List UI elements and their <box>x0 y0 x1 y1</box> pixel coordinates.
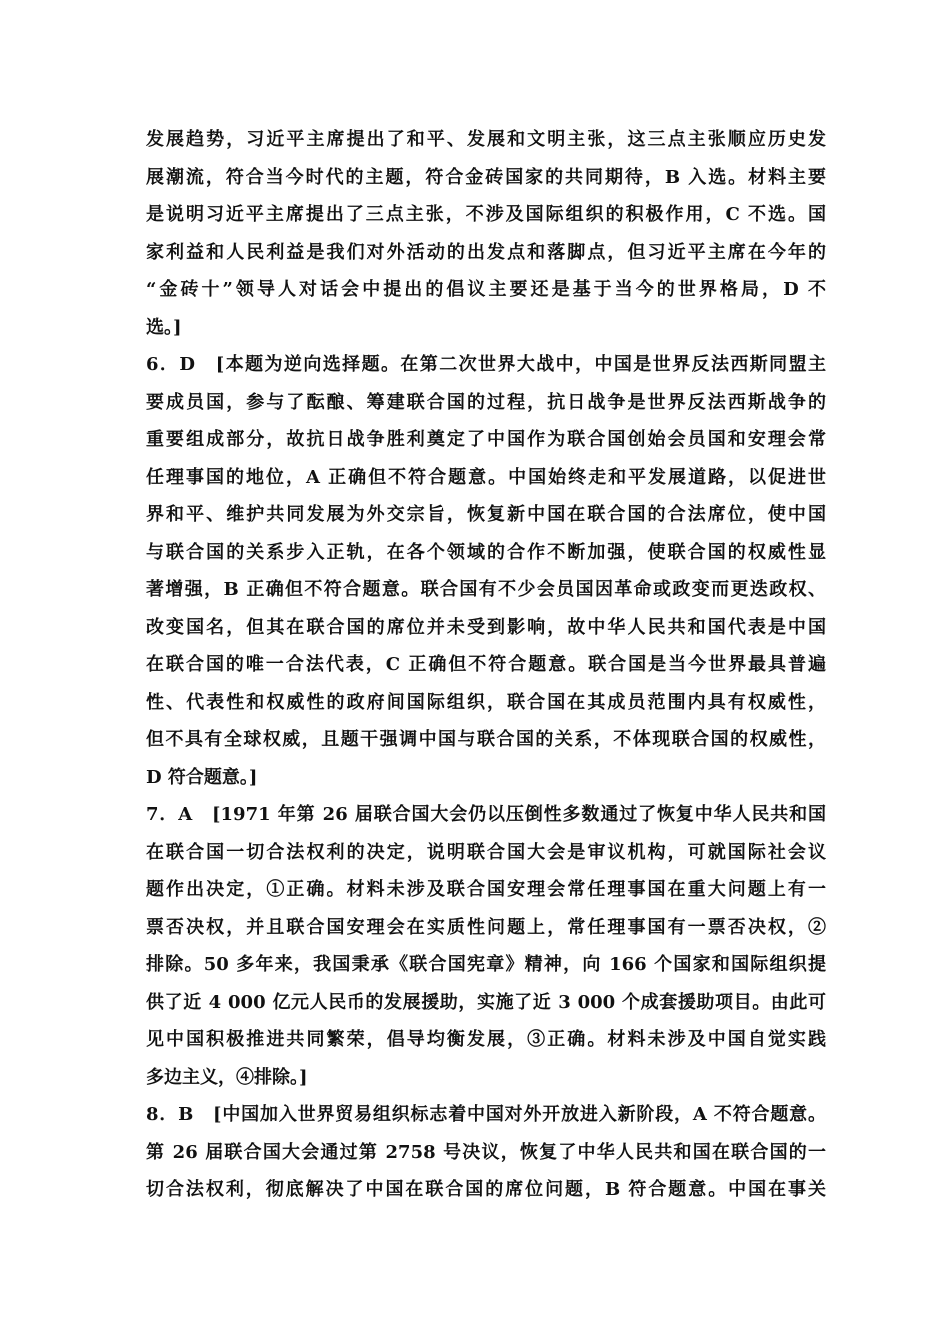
text-line: 切合法权利，彻底解决了中国在联合国的席位问题，B 符合题意。中国在事关 <box>146 1179 826 1200</box>
text-line: 是说明习近平主席提出了三点主张，不涉及国际组织的积极作用，C 不选。国 <box>146 204 826 225</box>
text-line: 界和平、维护共同发展为外交宗旨，恢复新中国在联合国的合法席位，使中国 <box>146 504 826 525</box>
text-line: 性、代表性和权威性的政府间国际组织，联合国在其成员范围内具有权威性， <box>146 691 826 713</box>
answer-8-heading-line: 8．B [中国加入世界贸易组织标志着中国对外开放进入新阶段，A 不符合题意。 <box>146 1104 826 1125</box>
text-line: 改变国名，但其在联合国的席位并未受到影响，故中华人民共和国代表是中国 <box>146 616 826 638</box>
text-line: 展潮流，符合当今时代的主题，符合金砖国家的共同期待，B 入选。材料主要 <box>146 166 826 188</box>
text-line: 发展趋势，习近平主席提出了和平、发展和文明主张，这三点主张顺应历史发 <box>146 129 826 150</box>
text-line: 在联合国一切合法权利的决定，说明联合国大会是审议机构，可就国际社会议 <box>146 841 826 863</box>
text-line: 与联合国的关系步入正轨，在各个领域的合作不断加强，使联合国的权威性显 <box>146 541 826 563</box>
text-line: 要成员国，参与了酝酿、筹建联合国的过程，抗日战争是世界反法西斯战争的 <box>146 391 826 413</box>
text-line: 票否决权，并且联合国安理会在实质性问题上，常任理事国有一票否决权，② <box>146 916 826 938</box>
text-line: “金砖十”领导人对话会中提出的倡议主要还是基于当今的世界格局，D 不 <box>146 279 826 300</box>
text-line: 第 26 届联合国大会通过第 2758 号决议，恢复了中华人民共和国在联合国的一 <box>146 1141 826 1163</box>
text-line: 著增强，B 正确但不符合题意。联合国有不少会员国因革命或政变而更迭政权、 <box>146 579 826 600</box>
answer-6-heading-line: 6．D [本题为逆向选择题。在第二次世界大战中，中国是世界反法西斯同盟主 <box>146 354 826 375</box>
text-line: 题作出决定，①正确。材料未涉及联合国安理会常任理事国在重大问题上有一 <box>146 879 826 900</box>
text-line: 但不具有全球权威，且题干强调中国与联合国的关系，不体现联合国的权威性， <box>146 729 826 750</box>
text-line: 重要组成部分，故抗日战争胜利奠定了中国作为联合国创始会员国和安理会常 <box>146 429 826 450</box>
answer-7-heading-line: 7．A [1971 年第 26 届联合国大会仍以压倒性多数通过了恢复中华人民共和国 <box>146 804 826 825</box>
text-line: D 符合题意。] <box>146 766 258 788</box>
text-line: 选。] <box>146 316 182 338</box>
text-line: 见中国积极推进共同繁荣，倡导均衡发展，③正确。材料未涉及中国自觉实践 <box>146 1029 826 1050</box>
text-line: 供了近 4 000 亿元人民币的发展援助，实施了近 3 000 个成套援助项目。由此可 <box>146 991 826 1013</box>
text-line: 在联合国的唯一合法代表，C 正确但不符合题意。联合国是当今世界最具普遍 <box>146 654 826 675</box>
text-line: 家利益和人民利益是我们对外活动的出发点和落脚点，但习近平主席在今年的 <box>146 241 826 263</box>
text-line: 排除。50 多年来，我国秉承《联合国宪章》精神，向 166 个国家和国际组织提 <box>146 954 826 975</box>
text-line: 任理事国的地位，A 正确但不符合题意。中国始终走和平发展道路，以促进世 <box>146 466 826 488</box>
answer-explanation-text <box>146 121 826 1209</box>
text-line: 多边主义，④排除。] <box>146 1066 308 1088</box>
